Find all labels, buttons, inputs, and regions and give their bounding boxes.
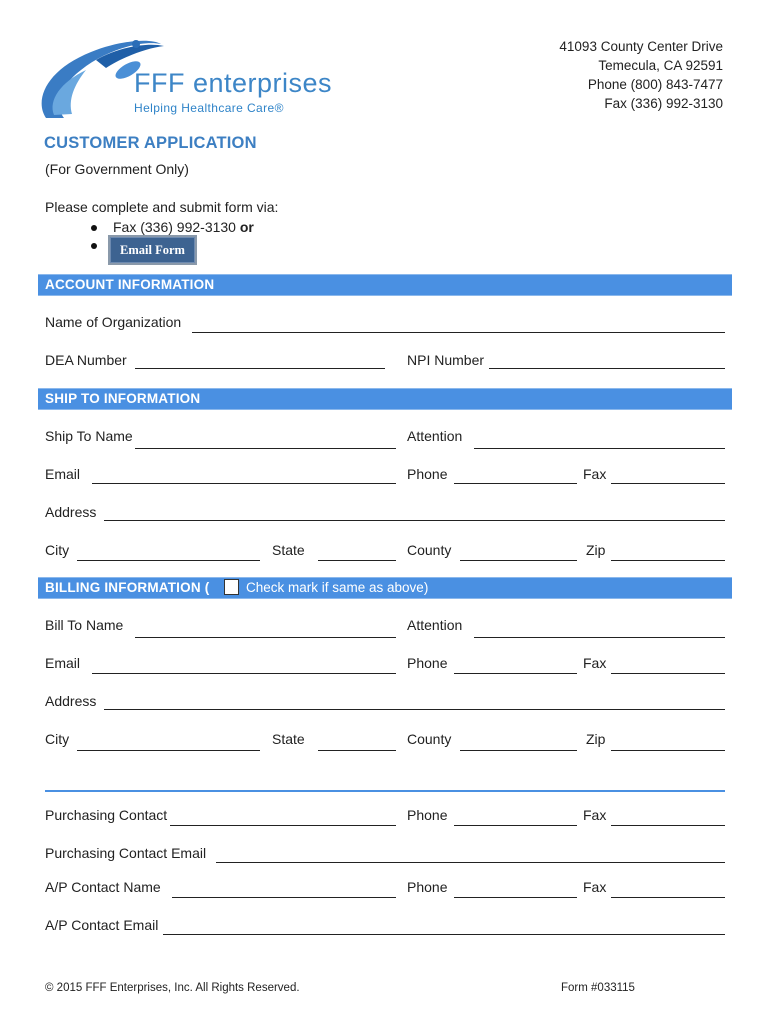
ship-address-field[interactable] — [104, 520, 725, 521]
ap-phone-field[interactable] — [454, 897, 577, 898]
bill-email-label: Email — [45, 655, 81, 671]
page-title: CUSTOMER APPLICATION — [44, 134, 257, 152]
bill-phone-field[interactable] — [454, 673, 577, 674]
bullet-icon — [91, 243, 97, 249]
bill-city-field[interactable] — [77, 750, 260, 751]
ship-header-label: SHIP TO INFORMATION — [45, 391, 201, 406]
dea-field[interactable] — [135, 368, 385, 369]
bill-email-field[interactable] — [92, 673, 396, 674]
footer-form-number: Form #033115 — [561, 982, 635, 994]
npi-label: NPI Number — [407, 352, 485, 368]
purchasing-fax-field[interactable] — [611, 825, 725, 826]
section-divider — [45, 790, 725, 792]
address-phone: Phone (800) 843-7477 — [587, 77, 723, 92]
bill-zip-field[interactable] — [611, 750, 725, 751]
dea-label: DEA Number — [45, 352, 127, 368]
bill-attention-label: Attention — [407, 617, 463, 633]
ship-county-field[interactable] — [460, 560, 577, 561]
ship-fax-label: Fax — [583, 466, 607, 482]
bill-name-label: Bill To Name — [45, 617, 124, 633]
bill-fax-label: Fax — [583, 655, 607, 671]
account-header-label: ACCOUNT INFORMATION — [45, 277, 215, 292]
ship-email-label: Email — [45, 466, 81, 482]
bill-state-label: State — [272, 731, 305, 747]
account-section-header — [38, 274, 732, 296]
purchasing-fax-label: Fax — [583, 807, 607, 823]
ap-contact-field[interactable] — [172, 897, 396, 898]
organization-label: Name of Organization — [45, 314, 182, 330]
bill-city-label: City — [45, 731, 70, 747]
address-line2: Temecula, CA 92591 — [598, 58, 723, 73]
bill-state-field[interactable] — [318, 750, 396, 751]
ap-phone-label: Phone — [407, 879, 448, 895]
ship-section-header — [38, 388, 732, 410]
purchasing-email-label: Purchasing Contact Email — [45, 845, 207, 861]
bill-phone-label: Phone — [407, 655, 448, 671]
same-as-above-checkbox[interactable] — [224, 579, 239, 595]
ship-city-label: City — [45, 542, 70, 558]
ship-name-field[interactable] — [135, 448, 396, 449]
purchasing-phone-field[interactable] — [454, 825, 577, 826]
ship-county-label: County — [407, 542, 452, 558]
logo-company-name: FFF enterprises — [134, 68, 333, 98]
ship-name-label: Ship To Name — [45, 428, 133, 444]
bill-attention-field[interactable] — [474, 637, 725, 638]
bill-county-label: County — [407, 731, 452, 747]
ship-phone-label: Phone — [407, 466, 448, 482]
ap-fax-label: Fax — [583, 879, 607, 895]
ship-state-label: State — [272, 542, 305, 558]
ship-phone-field[interactable] — [454, 483, 577, 484]
billing-section-header — [38, 577, 732, 599]
ship-attention-field[interactable] — [474, 448, 725, 449]
bill-name-field[interactable] — [135, 637, 396, 638]
fax-option-text: Fax (336) 992-3130 — [113, 219, 236, 235]
fax-option-or: or — [239, 219, 254, 235]
fax-option — [113, 219, 254, 235]
instructions-intro: Please complete and submit form via: — [45, 199, 279, 215]
purchasing-email-field[interactable] — [216, 862, 725, 863]
npi-field[interactable] — [489, 368, 725, 369]
bill-fax-field[interactable] — [611, 673, 725, 674]
purchasing-contact-field[interactable] — [170, 825, 396, 826]
ship-city-field[interactable] — [77, 560, 260, 561]
ap-email-label: A/P Contact Email — [45, 917, 159, 933]
purchasing-contact-label: Purchasing Contact — [45, 807, 168, 823]
ap-email-field[interactable] — [163, 934, 725, 935]
ship-address-label: Address — [45, 504, 97, 520]
company-address — [559, 37, 723, 113]
bill-address-field[interactable] — [104, 709, 725, 710]
ship-state-field[interactable] — [318, 560, 396, 561]
ship-zip-label: Zip — [586, 542, 606, 558]
ship-email-field[interactable] — [92, 483, 396, 484]
bill-zip-label: Zip — [586, 731, 606, 747]
purchasing-phone-label: Phone — [407, 807, 448, 823]
ship-zip-field[interactable] — [611, 560, 725, 561]
address-fax: Fax (336) 992-3130 — [604, 96, 723, 111]
billing-header-label: BILLING INFORMATION ( — [45, 580, 210, 595]
ap-fax-field[interactable] — [611, 897, 725, 898]
organization-field[interactable] — [192, 332, 725, 333]
ship-fax-field[interactable] — [611, 483, 725, 484]
same-as-above-label: Check mark if same as above) — [246, 580, 429, 595]
logo-tagline: Helping Healthcare Care® — [134, 101, 284, 115]
page-subtitle: (For Government Only) — [45, 161, 189, 177]
ap-contact-label: A/P Contact Name — [45, 879, 161, 895]
bullet-icon — [91, 225, 97, 231]
footer-copyright: © 2015 FFF Enterprises, Inc. All Rights Reserved. — [45, 982, 300, 994]
address-line1: 41093 County Center Drive — [559, 39, 723, 54]
bill-county-field[interactable] — [460, 750, 577, 751]
ship-attention-label: Attention — [407, 428, 463, 444]
bill-address-label: Address — [45, 693, 97, 709]
email-form-button[interactable]: Email Form — [108, 235, 197, 265]
